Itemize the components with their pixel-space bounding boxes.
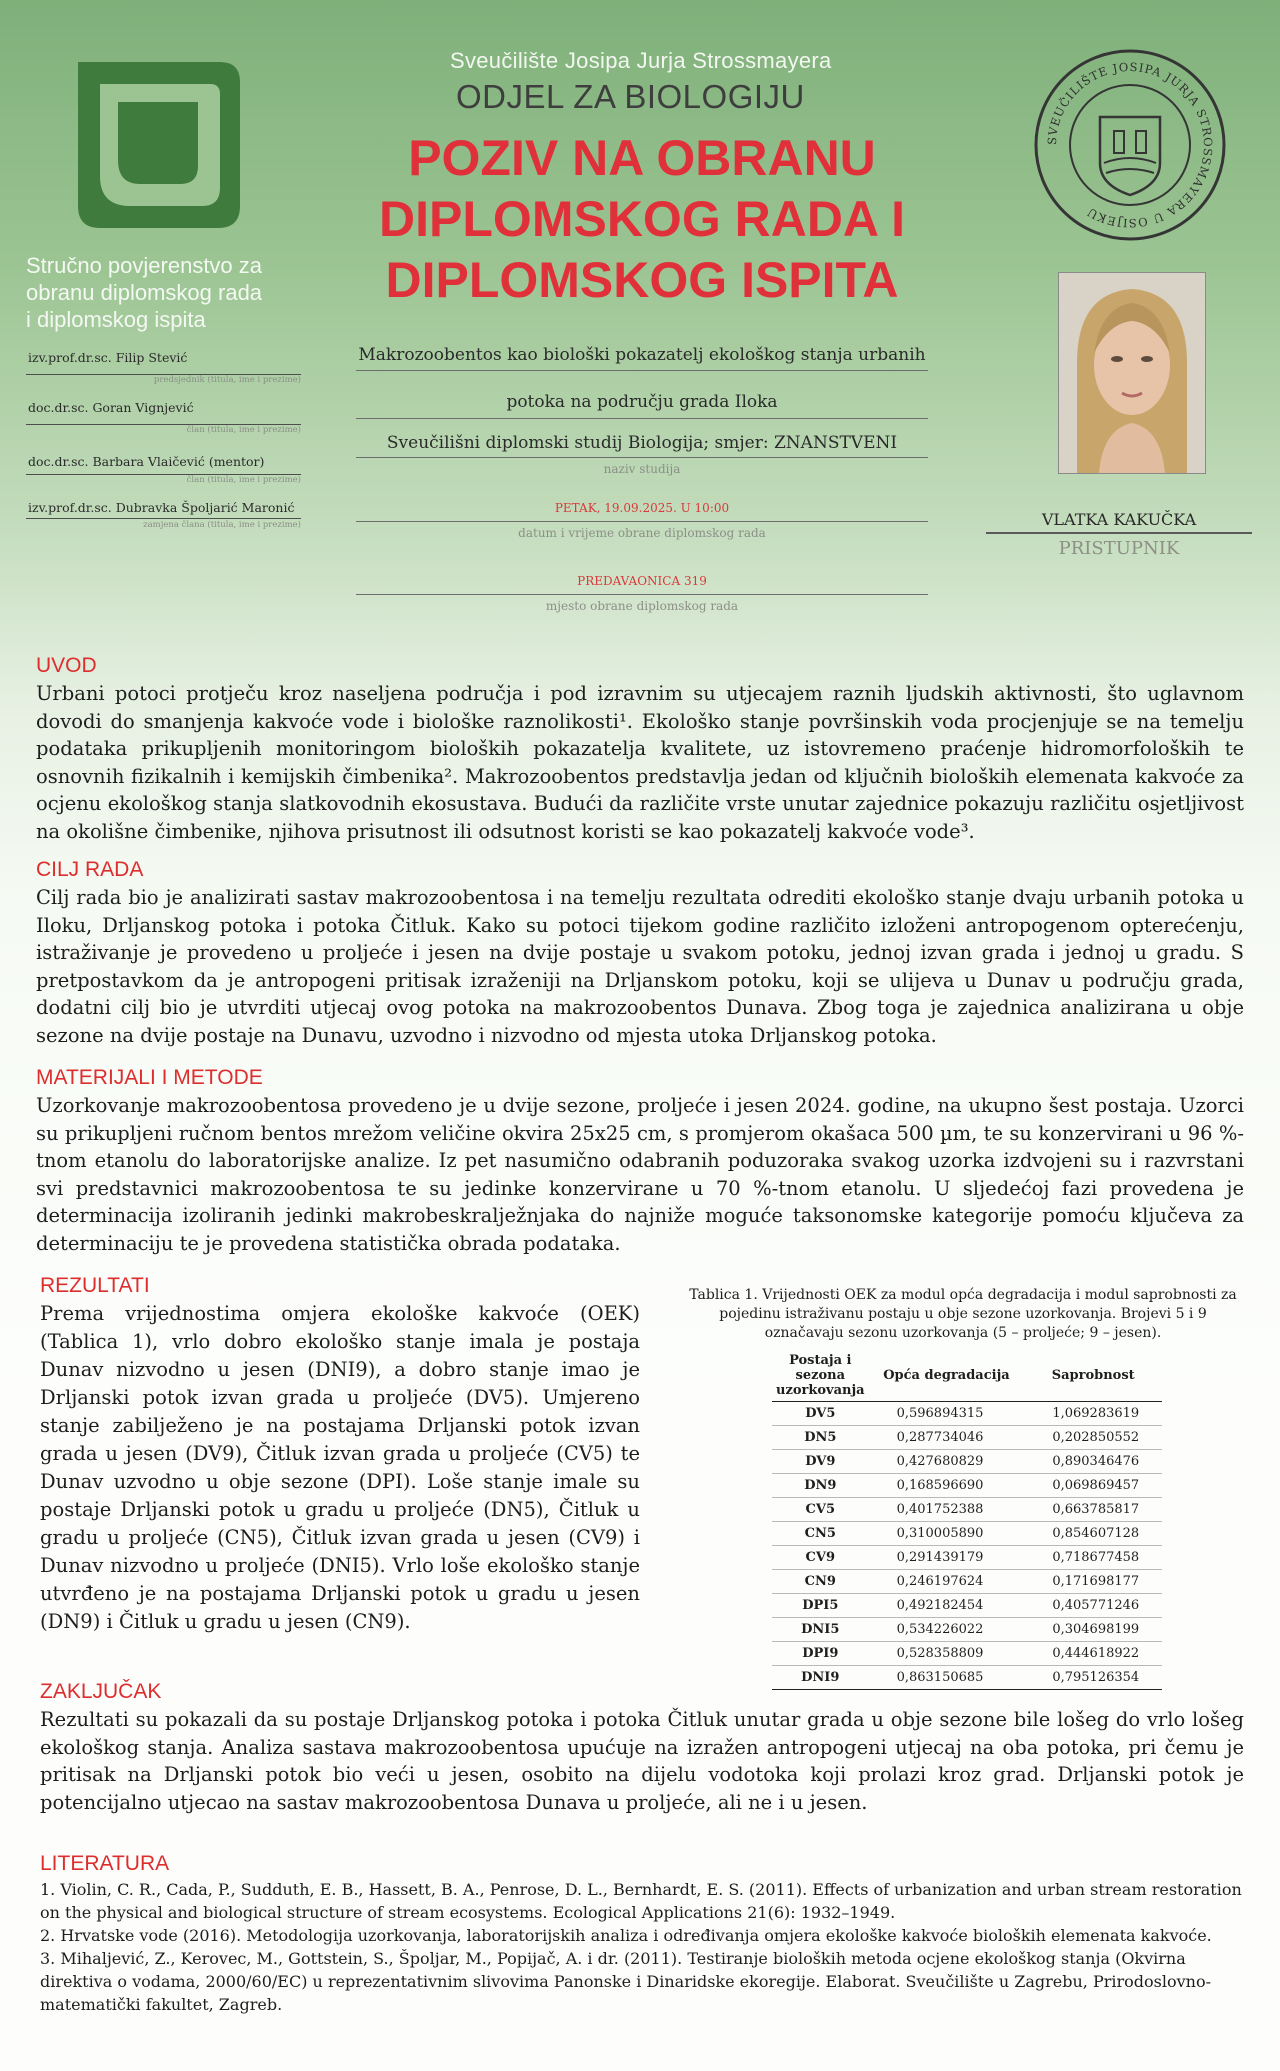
- committee-member: [26, 350, 301, 385]
- candidate-photo: [1058, 272, 1206, 474]
- table-cell: CV5: [772, 1498, 869, 1522]
- table-row: [772, 1450, 1162, 1474]
- table-row: [772, 1666, 1162, 1690]
- page-title-line: POZIV NA OBRANU: [408, 130, 876, 186]
- member-caption: zamjena člana (titula, ime i prezime): [143, 520, 301, 530]
- section-title-literatura: LITERATURA: [40, 1852, 170, 1875]
- table-cell: DN5: [772, 1426, 869, 1450]
- committee-member: [26, 400, 301, 435]
- candidate-name: VLATKA KAKUČKA: [986, 510, 1252, 534]
- datetime-value: PETAK, 19.09.2025. U 10:00: [554, 501, 730, 515]
- table-cell: DPI9: [772, 1642, 869, 1666]
- member-name: doc.dr.sc. Barbara Vlaičević (mentor): [28, 454, 265, 469]
- place-caption: mjesto obrane diplomskog rada: [545, 599, 739, 613]
- table-cell: 0,890346476: [1024, 1450, 1162, 1474]
- thesis-title-line1: Makrozoobentos kao biološki pokazatelj ekološkog stanja urbanih: [358, 345, 926, 365]
- table-row: [772, 1474, 1162, 1498]
- reference-list: [40, 1878, 1250, 2016]
- table-cell: DNI5: [772, 1618, 869, 1642]
- reference-item: 1. Violin, C. R., Cada, P., Sudduth, E. B., Hassett, B. A., Penrose, D. L., Bernhardt, E. S. (2011). Effects of urbanization and urban stream restoration on the physical and biological structure of stream ecosystems. Ecological Applications 21(6): 1932–1949.: [40, 1880, 1242, 1922]
- table-cell: 0,528358809: [869, 1642, 1025, 1666]
- table-cell: 0,171698177: [1024, 1570, 1162, 1594]
- table-row: [772, 1546, 1162, 1570]
- table-cell: CN9: [772, 1570, 869, 1594]
- member-caption: član (titula, ime i prezime): [186, 425, 301, 435]
- oek-table: [772, 1350, 1162, 1690]
- table-cell: 0,444618922: [1024, 1642, 1162, 1666]
- table-cell: 0,304698199: [1024, 1618, 1162, 1642]
- table-caption: Tablica 1. Vrijednosti OEK za modul opća degradacija i modul saprobnosti za pojedinu istraživanu postaju u obje sezone uzorkovanja. Brojevi 5 i 9 označavaju sezonu uzorkovanja (5 – proljeće; 9 – jesen).: [689, 1287, 1237, 1341]
- table-cell: 0,795126354: [1024, 1666, 1162, 1690]
- page-title-line: DIPLOMSKOG RADA I: [379, 191, 905, 247]
- table-cell: 0,863150685: [869, 1666, 1025, 1690]
- table-cell: 0,287734046: [869, 1426, 1025, 1450]
- table-cell: 0,663785817: [1024, 1498, 1162, 1522]
- thesis-title: [356, 345, 928, 371]
- table-cell: 0,291439179: [869, 1546, 1025, 1570]
- section-text-rezultati: Prema vrijednostima omjera ekološke kakvoće (OEK) (Tablica 1), vrlo dobro ekološko stanje imala je postaja Dunav nizvodno u jesen (DNI9), a dobro stanje imao je Drljanski potok izvan grada u proljeće (DV5). Umjereno stanje zabilježeno je na postajama Drljanski potok izvan grada u jesen (DV9), Čitluk izvan grada u proljeće (CV5) te Dunav uzvodno u obje sezone (DPI). Loše stanje imale su postaje Drljanski potok u gradu u proljeće (DN5), Čitluk u gradu u proljeće (CN5), Čitluk izvan grada u jesen (CV9) i Dunav nizvodno u proljeće (DNI5). Vrlo loše ekološko stanje utvrđeno je na postajama Drljanski potok u gradu u jesen (DN9) i Čitluk u gradu u jesen (CN9).: [40, 1302, 640, 1633]
- section-title-rezultati: REZULTATI: [40, 1274, 150, 1297]
- committee-member: [26, 500, 301, 530]
- table-cell: 0,405771246: [1024, 1594, 1162, 1618]
- table-cell: 0,427680829: [869, 1450, 1025, 1474]
- table-cell: DV9: [772, 1450, 869, 1474]
- section-text-zakljucak: Rezultati su pokazali da su postaje Drljanskog potoka i potoka Čitluk unutar grada u obje sezone bile lošeg do vrlo lošeg ekološkog stanja. Analiza sastava makrozoobentosa upućuje na izražen antropogeni utjecaj na oba potoka, pri čemu je pritisak na Drljanski potok bio veći u jesen, osobito na dijelu vodotoka koji prolazi kroz grad. Drljanski potok je potencijalno utjecao na sastav makrozoobentosa Dunava u proljeće, ali ne i u jesen.: [40, 1708, 1244, 1814]
- table-cell: 0,202850552: [1024, 1426, 1162, 1450]
- table-cell: 0,718677458: [1024, 1546, 1162, 1570]
- thesis-title-2: [356, 392, 928, 419]
- committee-title-line: i diplomskog ispita: [26, 307, 206, 332]
- committee-title-line: obranu diplomskog rada: [26, 280, 263, 305]
- table-cell: 0,310005890: [869, 1522, 1025, 1546]
- table-header: Opća degradacija: [869, 1350, 1025, 1402]
- table-header: Postaja i sezona uzorkovanja: [772, 1350, 869, 1402]
- section-title-uvod: UVOD: [36, 654, 97, 677]
- table-cell: 0,168596690: [869, 1474, 1025, 1498]
- table-cell: DV5: [772, 1402, 869, 1426]
- table-cell: 0,401752388: [869, 1498, 1025, 1522]
- table-cell: DN9: [772, 1474, 869, 1498]
- table-row: [772, 1594, 1162, 1618]
- department-name: ODJEL ZA BIOLOGIJU: [456, 78, 805, 115]
- table-cell: DPI5: [772, 1594, 869, 1618]
- section-text-cilj: Cilj rada bio je analizirati sastav makrozoobentosa i na temelju rezultata odrediti ekološko stanje dvaju urbanih potoka u Iloku, Drljanskog potoka i potoka Čitluk. Kako su potoci tijekom godine različito izloženi antropogenom opterećenju, istraživanje je provedeno u proljeće i jesen na dvije postaje u svakom potoku, jednoj izvan grada i jednoj u gradu. S pretpostavkom da je antropogeni pritisak izraženiji na Drljanskom potoku, koji se ulijeva u Dunav u području grada, dodatni cilj bio je utvrditi utjecaj ovog potoka na makrozoobentos Dunava. Zbog toga je zajednica analizirana u obje sezone na dvije postaje na Dunavu, uzvodno i nizvodno od mjesta utoka Drljanskog potoka.: [36, 886, 1244, 1047]
- section-title-zakljucak: ZAKLJUČAK: [40, 1680, 162, 1703]
- table-row: [772, 1570, 1162, 1594]
- table-row: [772, 1618, 1162, 1642]
- university-name: Sveučilište Josipa Jurja Strossmayera: [450, 48, 832, 73]
- committee-title: [26, 252, 306, 333]
- table-header-row: [772, 1350, 1162, 1402]
- table-cell: 0,246197624: [869, 1570, 1025, 1594]
- table-cell: 0,596894315: [869, 1402, 1025, 1426]
- candidate: [986, 510, 1252, 559]
- section-title-cilj: CILJ RADA: [36, 858, 144, 881]
- member-caption: predsjednik (titula, ime i prezime): [153, 375, 301, 385]
- defense-place: [356, 574, 928, 613]
- table-row: [772, 1426, 1162, 1450]
- university-seal: [1030, 45, 1230, 245]
- table-cell: 1,069283619: [1024, 1402, 1162, 1426]
- table-cell: DNI9: [772, 1666, 869, 1690]
- study-program: [356, 433, 928, 476]
- table-cell: CV9: [772, 1546, 869, 1570]
- committee-member: [26, 454, 301, 485]
- section-text-metode: Uzorkovanje makrozoobentosa provedeno je u dvije sezone, proljeće i jesen 2024. godine, na ukupno šest postaja. Uzorci su prikupljeni ručnom bentos mrežom veličine okvira 25x25 cm, s promjerom okašaca 500 µm, te su konzervirani u 96 %-tnom etanolu do laboratorijske analize. Iz pet nasumično odabranih poduzoraka svakog uzorka izdvojeni su i razvrstani svi predstavnici makrozoobentosa te su jedinke konzervirane u 70 %-tnom etanolu. U sljedećoj fazi provedena je determinacija izoliranih jedinki makrobeskralježnjaka do najniže moguće taksonomske kategorije pomoću ključeva za determinaciju te je provedena statistička obrada podataka.: [36, 1094, 1244, 1255]
- table-cell: CN5: [772, 1522, 869, 1546]
- defense-datetime: [356, 501, 928, 540]
- seal-text: SVEUČILIŠTE JOSIPA JURJA STROSSMAYERA U OSIJEKU: [1044, 59, 1216, 231]
- member-caption: član (titula, ime i prezime): [186, 475, 301, 485]
- table-cell: 0,069869457: [1024, 1474, 1162, 1498]
- study-caption: naziv studija: [603, 462, 681, 476]
- datetime-caption: datum i vrijeme obrane diplomskog rada: [518, 526, 766, 540]
- table-row: [772, 1402, 1162, 1426]
- member-name: izv.prof.dr.sc. Dubravka Špoljarić Maronić: [28, 500, 295, 515]
- department-logo: [70, 56, 245, 236]
- member-name: izv.prof.dr.sc. Filip Stević: [28, 350, 188, 365]
- place-value: PREDAVAONICA 319: [577, 574, 707, 588]
- table-cell: 0,492182454: [869, 1594, 1025, 1618]
- thesis-title-line2: potoka na području grada Iloka: [506, 392, 778, 412]
- page-title-line: DIPLOMSKOG ISPITA: [385, 252, 899, 308]
- page-title: [342, 128, 942, 311]
- committee-title-line: Stručno povjerenstvo za: [26, 253, 263, 278]
- member-name: doc.dr.sc. Goran Vignjević: [28, 400, 194, 415]
- reference-item: 2. Hrvatske vode (2016). Metodologija uzorkovanja, laboratorijskih analiza i određivanja omjera ekološke kakvoće bioloških elemenata kakvoće.: [40, 1926, 1212, 1945]
- section-text-uvod: Urbani potoci protječu kroz naseljena područja i pod izravnim su utjecajem raznih ljudskih aktivnosti, što uglavnom dovodi do smanjenja kakvoće vode i biološke raznolikosti¹. Ekološko stanje površinskih voda procjenjuje se na temelju podataka prikupljenih monitoringom bioloških pokazatelja kvalitete, uz istovremeno praćenje hidromorfoloških te osnovnih fizikalnih i kemijskih čimbenika². Makrozoobentos predstavlja jedan od ključnih bioloških elemenata kakvoće za ocjenu ekološkog stanja slatkovodnih ekosustava. Budući da različite vrste unutar zajednice pokazuju različitu osjetljivost na okolišne čimbenike, njihova prisutnost ili odsutnost koristi se kao pokazatelj kakvoće vode³.: [36, 682, 1244, 843]
- candidate-caption: PRISTUPNIK: [1058, 538, 1180, 559]
- section-title-metode: MATERIJALI I METODE: [36, 1066, 263, 1089]
- table-row: [772, 1498, 1162, 1522]
- table-row: [772, 1522, 1162, 1546]
- table-cell: 0,854607128: [1024, 1522, 1162, 1546]
- study-value: Sveučilišni diplomski studij Biologija; smjer: ZNANSTVENI: [386, 433, 898, 453]
- table-header: Saprobnost: [1024, 1350, 1162, 1402]
- table-row: [772, 1642, 1162, 1666]
- reference-item: 3. Mihaljević, Z., Kerovec, M., Gottstein, S., Špoljar, M., Popijač, A. i dr. (2011). Testiranje bioloških metoda ocjene ekološkog stanja (Okvirna direktiva o vodama, 2000/60/EC) u reprezentativnim slivovima Panonske i Dinaridske ekoregije. Elaborat. Sveučilište u Zagrebu, Prirodoslovno-matematički fakultet, Zagreb.: [40, 1949, 1211, 2014]
- table-cell: 0,534226022: [869, 1618, 1025, 1642]
